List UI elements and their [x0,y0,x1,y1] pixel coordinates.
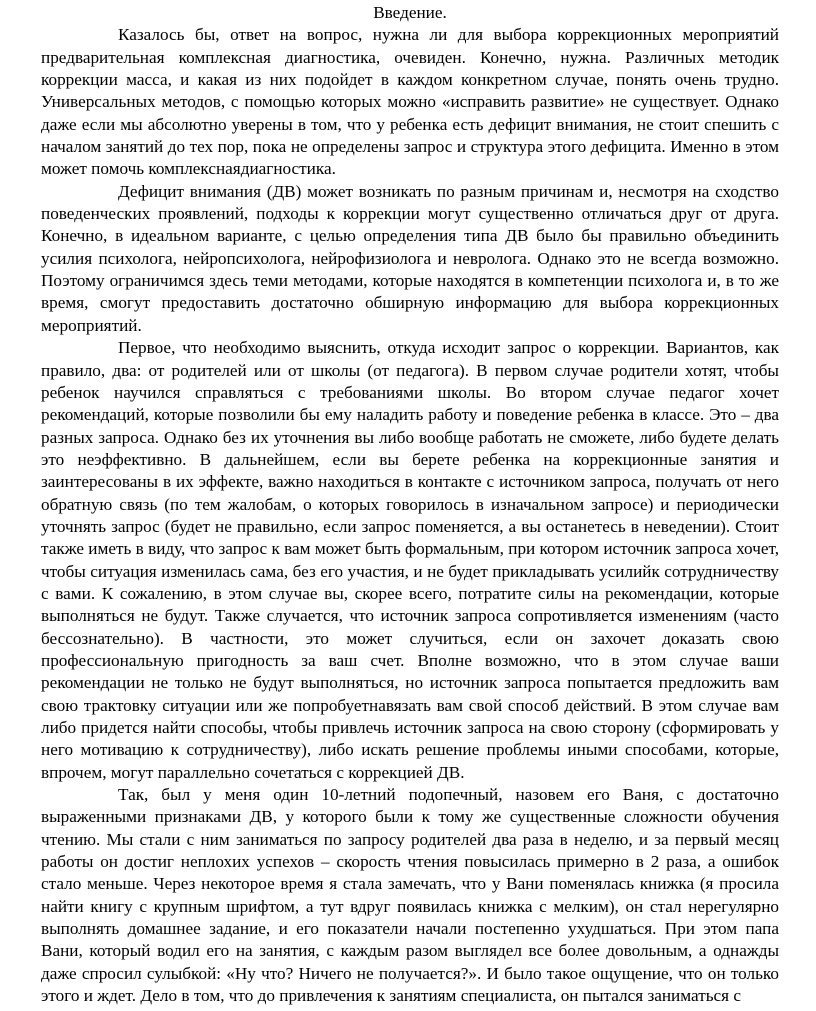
paragraph-introduction-1: Казалось бы, ответ на вопрос, нужна ли для выбора коррекционных мероприятий предварительная комплексная диагностика, очевиден. Конечно, нужна. Различных методик коррекции масса, и какая из них подойдет в каждом конкретном случае, понять очень трудно. Универсальных методов, с помощью которых можно «исправить развитие» не существует. Однако даже если мы абсолютно уверены в том, что у ребенка есть дефицит внимания, не стоит спешить с началом занятий до тех пор, пока не определены запрос и структура этого дефицита. Именно в этом может помочь комплекснаядиагностика. [41,25,779,179]
paragraph-introduction-3: Первое, что необходимо выяснить, откуда исходит запрос о коррекции. Вариантов, как правило, два: от родителей или от школы (от педагога). В первом случае родители хотят, чтобы ребенок научился справляться с требованиями школы. Во втором случае педагог хочет рекомендаций, которые позволили бы ему наладить работу и поведение ребенка в классе. Это – два разных запроса. Однако без их уточнения вы либо вообще работать не сможете, либо будете делать это неэффективно. В дальнейшем, если вы берете ребенка на коррекционные занятия и заинтересованы в их эффекте, важно находиться в контакте с источником запроса, получать от него обратную связь (по тем жалобам, о которых говорилось в изначальном запросе) и периодически уточнять запрос (будет не правильно, если запрос поменяется, а вы останетесь в неведении). Стоит также иметь в виду, что запрос к вам может быть формальным, при котором источник запроса хочет, чтобы ситуация изменилась сама, без его участия, и не будет прикладывать усилийк сотрудничеству с вами. К сожалению, в этом случае вы, скорее всего, потратите силы на рекомендации, которые выполняться не будут. Также случается, что источник запроса сопротивляется изменениям (часто бессознательно). В частности, это может случиться, если он захочет доказать свою профессиональную пригодность за ваш счет. Вполне возможно, что в этом случае ваши рекомендации не только не будут выполняться, но источник запроса попытается предложить вам свою трактовку ситуации или же попробуетнавязать вам свой способ действий. В этом случае вам либо придется найти способы, чтобы привлечь источник запроса на свою сторону (сформировать у него мотивацию к сотрудничеству), либо искать решение проблемы иными способами, которые, впрочем, могут параллельно сочетаться с коррекцией ДВ. [41,338,779,782]
paragraph-introduction-2: Дефицит внимания (ДВ) может возникать по разным причинам и, несмотря на сходство поведенческих проявлений, подходы к коррекции могут существенно отличаться друг от друга. Конечно, в идеальном варианте, с целью определения типа ДВ было бы правильно объединить усилия психолога, нейропсихолога, нейрофизиолога и невролога. Однако это не всегда возможно. Поэтому ограничимся здесь теми методами, которые находятся в компетенции психолога и, в то же время, смогут предоставить достаточно обширную информацию для выбора коррекционных мероприятий. [41,181,779,335]
document-title: Введение. [373,3,447,22]
paragraph-introduction-4: Так, был у меня один 10-летний подопечный, назовем его Ваня, с достаточно выраженными признаками ДВ, у которого были к тому же существенные сложности обучения чтению. Мы стали с ним заниматься по запросу родителей два раза в неделю, и за первый месяц работы он достиг неплохих успехов – скорость чтения повысилась примерно в 2 раза, а ошибок стало меньше. Через некоторое время я стала замечать, что у Вани поменялась книжка (я просила найти книгу с крупным шрифтом, а тут вдруг появилась книжка с мелким), он стал нерегулярно выполнять домашнее задание, и его показатели начали постепенно ухудшаться. При этом папа Вани, который водил его на занятия, с каждым разом выглядел все более довольным, а однажды даже спросил сулыбкой: «Ну что? Ничего не получается?». И было такое ощущение, что он только этого и ждет. Дело в том, что до привлечения к занятиям специалиста, он пытался заниматься с [41,785,779,1006]
document-page [41,2,779,1007]
